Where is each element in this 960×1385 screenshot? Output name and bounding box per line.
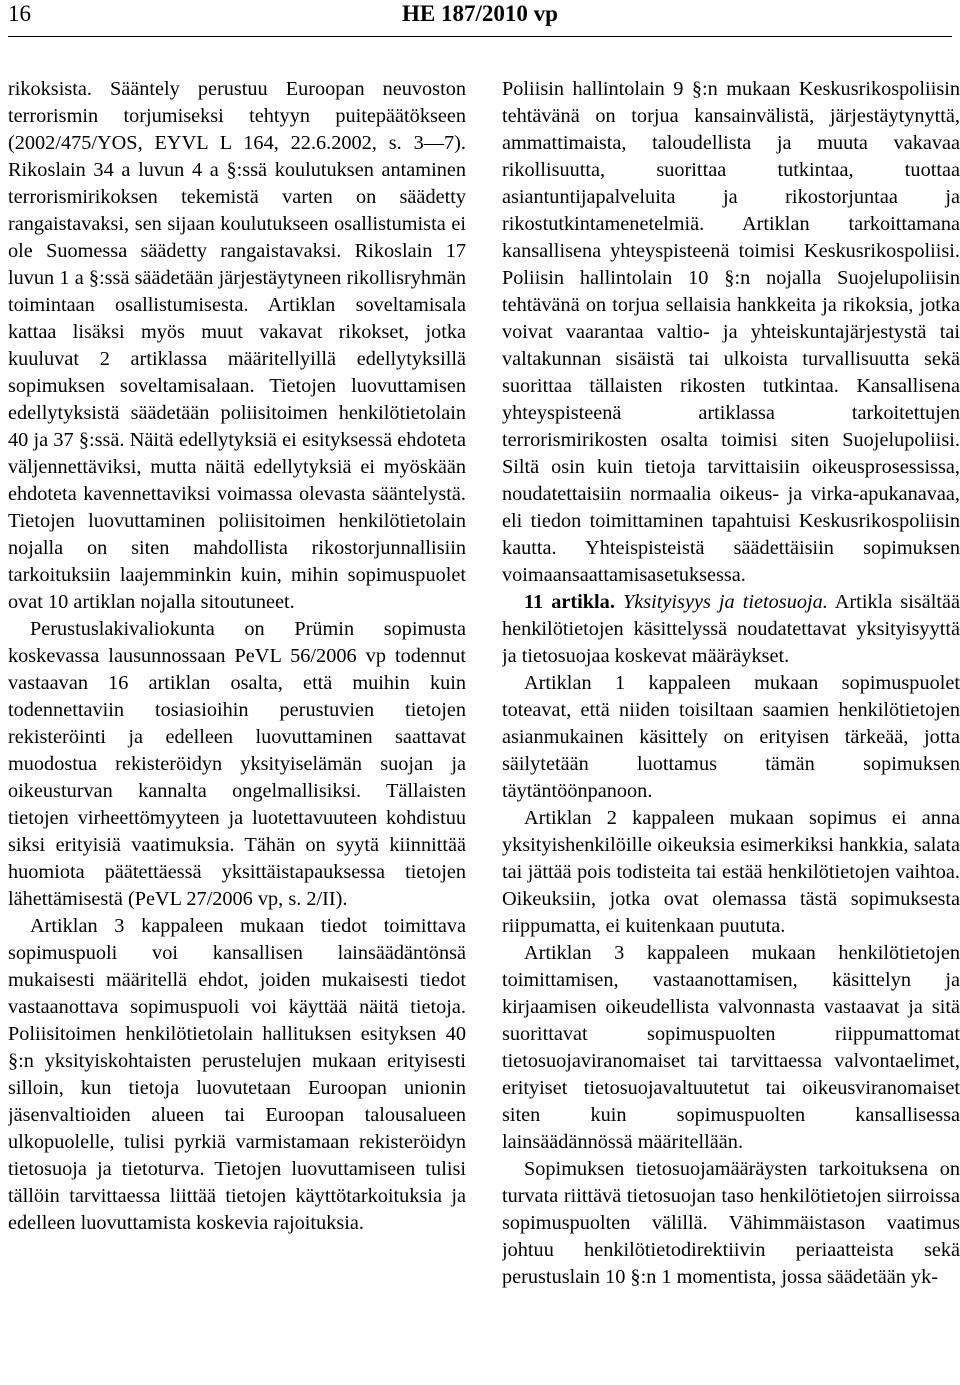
article-title: Yksityisyys ja tietosuoja. [622,591,828,613]
page-header [0,0,960,44]
paragraph: Perustuslakivaliokunta on Prümin sopimusta koskevassa lausunnossaan PeVL 56/2006 vp todennut vastaavan 16 artiklan osalta, että muihin kuin todennettaviin tosiasioihin perustuvien tietojen rekisteröinti ja edelleen luovuttaminen saattavat muodostua rekisteröidyn yksityiselämän suojan ja oikeusturvan kannalta ongelmallisiksi. Tällaisten tietojen virheettömyyteen ja luotettavuuteen kohdistuu siksi erityisiä vaatimuksia. Tähän on syytä kiinnittää huomiota päätettäessä yksittäistapauksessa tietojen lähettämisestä (PeVL 27/2006 vp, s. 2/II). [8,618,466,910]
article-text: Artikla sisältää henkilötietojen käsittelyssä noudatettavat yksityisyyttä ja tietosuojaa koskevat määräykset. [502,591,960,667]
paragraph: Artiklan 1 kappaleen mukaan sopimuspuolet toteavat, että niiden toisiltaan saamien henkilötietojen asianmukainen käsittely on erityisen tärkeää, jotta säilytetään luottamus tämän sopimuksen täytäntöönpanoon. [502,672,960,802]
right-column [502,76,960,1381]
paragraph: Poliisin hallintolain 9 §:n mukaan Keskusrikospoliisin tehtävänä on torjua kansainvälistä, järjestäytynyttä, ammattimaista, taloudellista ja muuta vakavaa rikollisuutta, suorittaa tutkintaa, tuottaa asiantuntijapalveluita ja rikostorjuntaa ja rikostutkintamenetelmiä. Artiklan tarkoittamana kansallisena yhteyspisteenä toimisi Keskusrikospoliisi. Poliisin hallintolain 10 §:n nojalla Suojelupoliisin tehtävänä on torjua sellaisia hankkeita ja rikoksia, jotka voivat vaarantaa valtio- ja yhteiskuntajärjestystä tai valtakunnan sisäistä tai ulkoista turvallisuutta sekä suorittaa tällaisten rikosten tutkintaa. Kansallisena yhteyspisteenä artiklassa tarkoitettujen terrorismirikosten osalta toimisi siten Suojelupoliisi. Siltä osin kuin tietoja tarvittaisiin oikeusprosessissa, noudatettaisiin normaalia oikeus- ja virka-apukanavaa, eli tiedon toimittaminen tapahtuisi Keskusrikospoliisin kautta. Yhteispisteistä säädettäisiin sopimuksen voimaansaattamisasetuksessa. [502,78,960,586]
paragraph: Artiklan 3 kappaleen mukaan tiedot toimittava sopimuspuoli voi kansallisen lainsäädäntönsä mukaisesti määritellä ehdot, joiden mukaisesti tiedot vastaanottava sopimuspuoli voi käyttää näitä tietoja. Poliisitoimen henkilötietolain hallituksen esityksen 40 §:n yksityiskohtaisten perustelujen mukaan erityisesti silloin, kun tietoja luovutetaan Euroopan unionin jäsenvaltioiden alueen tai Euroopan talousalueen ulkopuolelle, tulisi pyrkiä varmistamaan rekisteröidyn tietosuoja ja tietoturva. Tietojen luovuttamiseen tulisi tällöin tarvittaessa liittää tietojen käyttötarkoituksia ja edelleen luovuttamista koskevia rajoituksia. [8,915,466,1234]
paragraph: Sopimuksen tietosuojamääräysten tarkoituksena on turvata riittävä tietosuojan taso henkilötietojen siirroissa sopimuspuolten välillä. Vähimmäistason vaatimus johtuu henkilötietodirektiivin periaatteista sekä perustuslain 10 §:n 1 momentista, jossa säädetään yk- [502,1158,960,1288]
document-id: HE 187/2010 vp [402,1,558,26]
paragraph: Artiklan 2 kappaleen mukaan sopimus ei anna yksityishenkilöille oikeuksia esimerkiksi hankkia, salata tai jättää pois todisteita tai estää henkilötietojen vaihtoa. Oikeuksiin, jotka ovat olemassa tästä sopimuksesta riippumatta, ei kuitenkaan puututa. [502,807,960,937]
paragraph: Artiklan 3 kappaleen mukaan henkilötietojen toimittamisen, vastaanottamisen, käsittelyn ja kirjaamisen oikeudellista valvonnasta vastaavat ja sitä suorittavat sopimuspuolten riippumattomat tietosuojaviranomaiset tai tarvittaessa valvontaelimet, erityiset tietosuojavaltuutetut tai oikeusviranomaiset siten kuin sopimuspuolten kansallisessa lainsäädännössä määritellään. [502,942,960,1153]
header-rule [8,36,952,37]
article-number: 11 artikla. [524,591,615,613]
left-column [8,76,466,1381]
paragraph: rikoksista. Sääntely perustuu Euroopan neuvoston terrorismin torjumiseksi tehtyyn puitepäätökseen (2002/475/YOS, EYVL L 164, 22.6.2002, s. 3—7). Rikoslain 34 a luvun 4 a §:ssä koulutuksen antaminen terrorismirikoksen tekemistä varten on säädetty rangaistavaksi, sen sijaan koulutukseen osallistumista ei ole Suomessa säädetty rangaistavaksi. Rikoslain 17 luvun 1 a §:ssä säädetään järjestäytyneen rikollisryhmän toimintaan osallistumisesta. Artiklan soveltamisala kattaa lisäksi myös muut vakavat rikokset, jotka kuuluvat 2 artiklassa määritellyillä edellytyksillä sopimuksen soveltamisalaan. Tietojen luovuttamisen edellytyksistä säädetään poliisitoimen henkilötietolain 40 ja 37 §:ssä. Näitä edellytyksiä ei esityksessä ehdoteta väljennettäviksi, mutta näitä edellytyksiä ei myöskään ehdoteta kavennettaviksi voimassa olevasta sääntelystä. Tietojen luovuttaminen poliisitoimen henkilötietolain nojalla on siten mahdollista rikostorjunnallisiin tarkoituksiin laajemminkin kuin, mihin sopimuspuolet ovat 10 artiklan nojalla sitoutuneet. [8,78,466,613]
article-paragraph [502,589,960,670]
page-number: 16 [8,1,31,26]
